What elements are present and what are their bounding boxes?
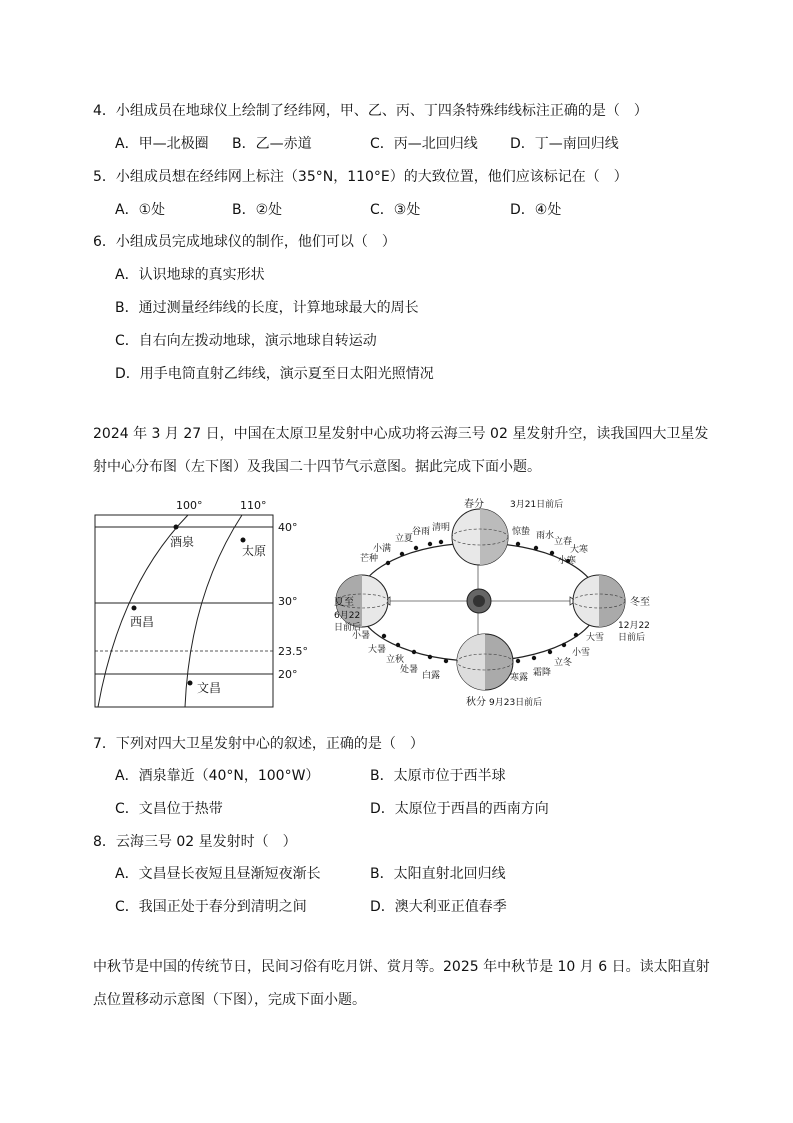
term-yushui: 雨水 <box>536 531 555 541</box>
q8-option-c: C．我国正处于春分到清明之间 <box>115 899 307 915</box>
term-bailu: 白露 <box>422 671 441 681</box>
intro2-line1: 中秋节是中国的传统节日，民间习俗有吃月饼、赏月等。2025 年中秋节是 10 月 6 日。读太阳直射 <box>93 959 710 975</box>
lat-23-label: 23.5° <box>278 645 308 658</box>
term-guyu: 谷雨 <box>412 527 431 537</box>
intro1-line1: 2024 年 3 月 27 日，中国在太原卫星发射中心成功将云海三号 02 星发射升空，读我国四大卫星发 <box>93 426 709 442</box>
q4-option-d: D．丁—南回归线 <box>510 136 619 152</box>
q8-stem: 8．云海三号 02 星发射时（ ） <box>93 834 297 850</box>
term-hanlu: 寒露 <box>510 673 529 683</box>
q5-option-d: D．④处 <box>510 202 562 218</box>
q6-option-c: C．自右向左拨动地球，演示地球自转运动 <box>115 333 377 349</box>
term-lidong: 立冬 <box>554 658 573 668</box>
q7-option-b: B．太原市位于西半球 <box>370 768 506 784</box>
winter-solstice-label: 冬至 <box>630 597 650 608</box>
term-dahan: 大寒 <box>570 545 589 555</box>
q6-option-b: B．通过测量经纬线的长度，计算地球最大的周长 <box>115 300 419 316</box>
earth-winter <box>573 575 625 627</box>
q4-stem: 4．小组成员在地球仪上绘制了经纬网，甲、乙、丙、丁四条特殊纬线标注正确的是（ ） <box>93 103 648 119</box>
q6-option-d: D．用手电筒直射乙纬线，演示夏至日太阳光照情况 <box>115 366 434 382</box>
summer-solstice-label: 夏至 <box>334 597 354 608</box>
q8-option-a: A．文昌昼长夜短且昼渐短夜渐长 <box>115 866 321 882</box>
xichang-label: 西昌 <box>130 615 155 629</box>
term-qingming: 清明 <box>432 523 451 533</box>
q7-option-d: D．太原位于西昌的西南方向 <box>370 801 549 817</box>
term-lichun: 立春 <box>554 537 573 547</box>
summer-solstice-date: 6月22 <box>334 611 361 621</box>
term-xiaoman: 小满 <box>373 544 392 554</box>
q7-option-a: A．酒泉靠近（40°N，100°W） <box>115 768 320 784</box>
autumn-equinox-label: 秋分 <box>466 697 486 708</box>
spring-equinox-date: 3月21日前后 <box>510 500 564 510</box>
taiyuan-label: 太原 <box>242 544 267 558</box>
q5-option-a: A．①处 <box>115 202 166 218</box>
q5-stem: 5．小组成员想在经纬网上标注（35°N，110°E）的大致位置，他们应该标记在（ ） <box>93 169 628 185</box>
q6-option-a: A．认识地球的真实形状 <box>115 267 265 283</box>
q7-stem: 7．下列对四大卫星发射中心的叙述，正确的是（ ） <box>93 736 424 752</box>
q4-option-b: B．乙—赤道 <box>232 136 312 152</box>
earth-spring <box>452 509 508 565</box>
solar-terms-diagram <box>328 495 670 713</box>
q4-option-a: A．甲—北极圈 <box>115 136 209 152</box>
term-jingzhe: 惊蛰 <box>512 527 531 537</box>
autumn-equinox-date: 9月23日前后 <box>489 698 543 708</box>
q5-option-b: B．②处 <box>232 202 283 218</box>
wenchang-dot <box>188 681 193 686</box>
term-daxue: 大雪 <box>586 633 605 643</box>
lon-100-label: 100° <box>176 499 203 512</box>
launch-site-map <box>90 495 320 713</box>
term-lixia: 立夏 <box>395 534 414 544</box>
jiuquan-dot <box>174 525 179 530</box>
lat-30-label: 30° <box>278 595 298 608</box>
term-xiaoxue: 小雪 <box>572 648 591 658</box>
term-dashu: 大暑 <box>368 645 387 655</box>
q8-option-b: B．太阳直射北回归线 <box>370 866 506 882</box>
term-mangzhong: 芒种 <box>360 554 379 564</box>
intro1-line2: 射中心分布图（左下图）及我国二十四节气示意图。据此完成下面小题。 <box>93 459 541 475</box>
lon-110-label: 110° <box>240 499 267 512</box>
earth-autumn <box>457 634 513 690</box>
winter-solstice-date: 12月22 <box>618 621 650 631</box>
lat-40-label: 40° <box>278 521 298 534</box>
term-chushu: 处暑 <box>400 665 419 675</box>
winter-solstice-date2: 日前后 <box>618 633 646 643</box>
q7-option-c: C．文昌位于热带 <box>115 801 223 817</box>
q5-option-c: C．③处 <box>370 202 421 218</box>
q4-option-c: C．丙—北回归线 <box>370 136 478 152</box>
wenchang-label: 文昌 <box>197 681 222 695</box>
term-liqiu: 立秋 <box>386 655 405 665</box>
taiyuan-dot <box>241 538 246 543</box>
spring-equinox-label: 春分 <box>464 499 484 510</box>
lat-20-label: 20° <box>278 668 298 681</box>
q8-option-d: D．澳大利亚正值春季 <box>370 899 507 915</box>
jiuquan-label: 酒泉 <box>170 535 195 549</box>
sun-core <box>473 595 485 607</box>
term-xiaoshu: 小暑 <box>352 631 371 641</box>
xichang-dot <box>132 606 137 611</box>
term-shuangjiang: 霜降 <box>533 668 552 678</box>
intro2-line2: 点位置移动示意图（下图），完成下面小题。 <box>93 992 366 1008</box>
q6-stem: 6．小组成员完成地球仪的制作，他们可以（ ） <box>93 234 396 250</box>
term-xiaohan: 小寒 <box>558 556 577 566</box>
summer-solstice-date2: 日前后 <box>334 623 362 633</box>
